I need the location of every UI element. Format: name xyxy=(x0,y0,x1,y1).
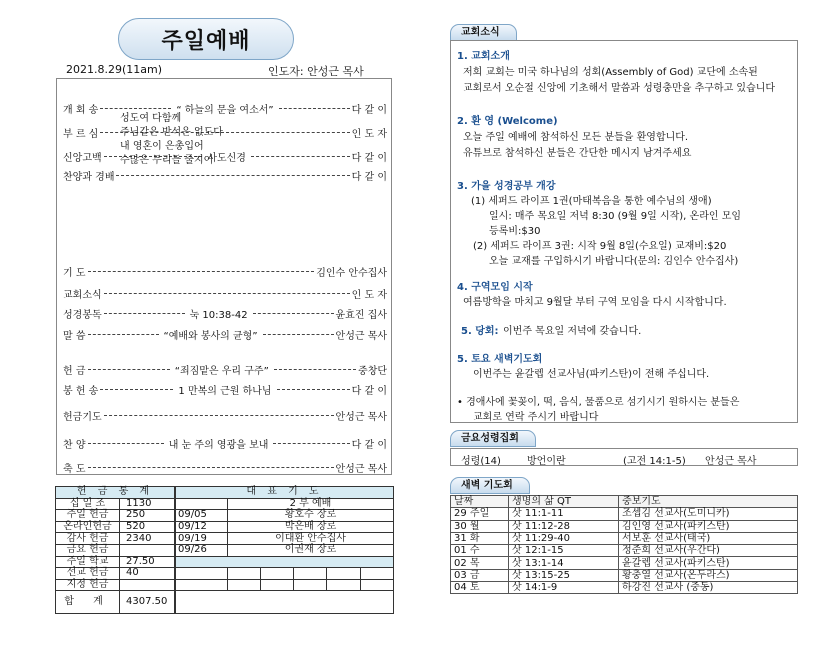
news-text: 유튜브로 참석하신 분들은 간단한 메시지 남겨주세요 xyxy=(463,148,692,159)
order-detail: “예배와 봉사의 균형” xyxy=(163,330,258,342)
praise-song: 내 영혼이 은총입어 xyxy=(120,141,204,152)
offering-value xyxy=(120,544,175,556)
order-leader: 다 같 이 xyxy=(351,152,387,164)
news-heading: 3. 가을 성경공부 개강 xyxy=(457,181,556,192)
prayer-name: 이권재 장로 xyxy=(228,544,394,556)
order-row xyxy=(63,286,387,300)
order-label: 부 르 심 xyxy=(63,128,99,140)
dawn-qt: 삿 11:29-40 xyxy=(509,532,619,544)
order-detail: 눅 10:38-42 xyxy=(189,309,248,321)
prayer-name: 이대환 안수집사 xyxy=(228,533,394,545)
table-row xyxy=(56,556,175,568)
dawn-day: 30 월 xyxy=(451,520,509,532)
table-row xyxy=(451,508,798,520)
dawn-intercession: 조셉김 선교사(도미니카) xyxy=(619,508,798,520)
order-label: 교회소식 xyxy=(63,289,102,301)
dawn-intercession: 서보훈 선교사(태국) xyxy=(619,532,798,544)
order-row xyxy=(63,168,387,182)
table-row xyxy=(451,545,798,557)
dawn-qt: 삿 11:1-11 xyxy=(509,508,619,520)
order-leader: 다 같 이 xyxy=(351,104,387,116)
dawn-day: 03 금 xyxy=(451,569,509,581)
offering-label: 십 일 조 xyxy=(56,498,120,510)
order-label: 축 도 xyxy=(63,463,86,475)
table-row xyxy=(451,569,798,581)
order-leader: 윤효진 집사 xyxy=(335,309,387,321)
table-row xyxy=(56,568,175,580)
offering-table xyxy=(55,486,175,614)
order-label: 개 회 송 xyxy=(63,104,99,116)
order-row xyxy=(63,460,387,474)
table-row xyxy=(56,591,175,614)
dawn-qt: 삿 12:1-15 xyxy=(509,545,619,557)
table-row xyxy=(451,557,798,569)
offering-total-value: 4307.50 xyxy=(120,591,175,614)
table-row xyxy=(176,544,394,556)
praise-song: 수많은 무리들 줄지어 xyxy=(120,155,214,166)
dawn-day: 01 수 xyxy=(451,545,509,557)
prayer-header: 대 표 기 도 xyxy=(176,487,394,499)
order-detail: 내 눈 주의 영광을 보내 xyxy=(168,439,269,451)
news-text: 교회로서 오순절 신앙에 기초해서 말씀과 성령충만을 추구하고 있습니다 xyxy=(463,83,776,94)
dawn-intercession: 정준희 선교사(우간다) xyxy=(619,545,798,557)
table-row xyxy=(56,533,175,545)
table-row xyxy=(451,520,798,532)
order-label: 성경봉독 xyxy=(63,309,102,321)
order-row xyxy=(63,327,387,341)
order-label: 찬양과 경배 xyxy=(63,171,115,183)
dawn-intercession: 김인영 선교사(파키스탄) xyxy=(619,520,798,532)
table-row xyxy=(176,510,394,522)
order-label: 헌금기도 xyxy=(63,411,102,423)
offering-label: 주일 학교 xyxy=(56,556,120,568)
order-label: 기 도 xyxy=(63,267,86,279)
dawn-tab: 새벽 기도회 xyxy=(450,477,530,494)
order-row xyxy=(63,264,387,278)
table-row xyxy=(56,579,175,591)
news-heading: 5. 토요 새벽기도회 xyxy=(457,354,543,365)
table-row xyxy=(176,498,394,510)
order-detail: “죄짐맡은 우리 구주” xyxy=(174,365,269,377)
order-leader: 안성근 목사 xyxy=(335,463,387,475)
order-label: 신앙고백 xyxy=(63,152,102,164)
news-text: 교회로 연락 주시기 바랍니다 xyxy=(473,412,599,423)
table-row xyxy=(176,521,394,533)
offering-label: 선교 헌금 xyxy=(56,568,120,580)
dawn-intercession: 윤갈렙 선교사(파키스탄) xyxy=(619,557,798,569)
praise-song: 성도여 다함께 xyxy=(120,113,182,124)
order-leader: 안성근 목사 xyxy=(335,411,387,423)
column-header: 생명의 삶 QT xyxy=(509,496,619,508)
news-text: 이번주 목요일 저녁에 갖습니다. xyxy=(503,326,642,337)
prayer-name: 박은배 장로 xyxy=(228,521,394,533)
column-header: 중보기도 xyxy=(619,496,798,508)
order-row xyxy=(63,436,387,450)
service-leader: 인도자: 안성근 목사 xyxy=(268,65,364,78)
news-text: 등록비:$30 xyxy=(489,226,541,237)
order-leader: 중창단 xyxy=(358,365,388,377)
order-label: 봉 헌 송 xyxy=(63,385,99,397)
order-label: 헌 금 xyxy=(63,365,86,377)
offering-value: 40 xyxy=(120,568,175,580)
offering-label: 감사 헌금 xyxy=(56,533,120,545)
dawn-day: 02 목 xyxy=(451,557,509,569)
dawn-intercession: 하강진 선교사 (중동) xyxy=(619,582,798,594)
friday-service xyxy=(450,448,798,466)
order-row xyxy=(63,101,387,115)
order-row xyxy=(63,382,387,396)
dawn-day: 04 토 xyxy=(451,582,509,594)
news-text: 이번주는 윤갈렙 선교사님(파키스탄)이 전해 주십니다. xyxy=(473,369,710,380)
news-text: (1) 세퍼드 라이프 1권(마태복음을 통한 예수님의 생애) xyxy=(471,196,712,207)
dawn-day: 29 주일 xyxy=(451,508,509,520)
offering-total-label: 합 계 xyxy=(56,591,120,614)
table-row xyxy=(56,498,175,510)
order-leader: 다 같 이 xyxy=(351,171,387,183)
offering-value xyxy=(120,579,175,591)
offering-value: 2340 xyxy=(120,533,175,545)
offering-value: 1130 xyxy=(120,498,175,510)
table-row xyxy=(56,544,175,556)
prayer-name: 황호수 장로 xyxy=(228,510,394,522)
dawn-qt: 삿 13:15-25 xyxy=(509,569,619,581)
news-text: 오늘 주일 예배에 참석하신 모든 분들을 환영합니다. xyxy=(463,132,689,143)
dawn-qt: 삿 11:12-28 xyxy=(509,520,619,532)
table-row xyxy=(451,582,798,594)
offering-label: 주일 헌금 xyxy=(56,510,120,522)
offering-value: 250 xyxy=(120,510,175,522)
order-row xyxy=(63,306,387,320)
prayer-table xyxy=(175,486,394,614)
page-title: 주일예배 xyxy=(118,18,294,60)
friday-tab: 금요성령집회 xyxy=(450,430,536,447)
order-leader: 김인수 안수집사 xyxy=(316,267,387,279)
order-of-worship xyxy=(56,78,392,475)
prayer-date: 09/26 xyxy=(176,544,228,556)
offering-label: 지정 헌금 xyxy=(56,579,120,591)
news-text: 여름방학을 마치고 9월달 부터 구역 모임을 다시 시작합니다. xyxy=(463,297,727,308)
offering-value: 27.50 xyxy=(120,556,175,568)
church-news xyxy=(450,40,798,423)
table-row xyxy=(176,591,394,614)
news-heading: 1. 교회소개 xyxy=(457,51,510,62)
table-row xyxy=(56,510,175,522)
table-row xyxy=(176,568,394,580)
news-text: (2) 세퍼드 라이프 3권: 시작 9월 8일(수요일) 교재비:$20 xyxy=(473,241,727,252)
table-row xyxy=(176,556,394,568)
dawn-day: 31 화 xyxy=(451,532,509,544)
order-leader: 다 같 이 xyxy=(351,385,387,397)
order-leader: 인 도 자 xyxy=(351,289,387,301)
dawn-prayer-table xyxy=(450,495,798,594)
order-row xyxy=(63,362,387,376)
news-tab: 교회소식 xyxy=(450,24,517,41)
friday-topic: 방언이란 xyxy=(527,456,566,467)
prayer-date: 09/12 xyxy=(176,521,228,533)
news-text: 저희 교회는 미국 하나님의 성회(Assembly of God) 교단에 소속된 xyxy=(463,67,758,78)
table-row xyxy=(176,579,394,591)
offering-value: 520 xyxy=(120,521,175,533)
column-header: 날짜 xyxy=(451,496,509,508)
offering-label: 금요 헌금 xyxy=(56,544,120,556)
order-leader: 다 같 이 xyxy=(351,439,387,451)
table-row xyxy=(451,532,798,544)
order-row xyxy=(63,408,387,422)
dawn-qt: 삿 13:1-14 xyxy=(509,557,619,569)
offering-label: 온라인헌금 xyxy=(56,521,120,533)
news-text: 일시: 매주 목요일 저녁 8:30 (9월 9일 시작), 온라인 모임 xyxy=(489,211,742,222)
order-label: 찬 양 xyxy=(63,439,86,451)
news-text: 오늘 교재를 구입하시기 바랍니다(문의: 김인수 안수집사) xyxy=(489,256,739,267)
table-header-row xyxy=(451,496,798,508)
dawn-qt: 삿 14:1-9 xyxy=(509,582,619,594)
order-detail: 사도신경 xyxy=(207,152,246,164)
news-heading: 5. 당회: xyxy=(461,326,499,337)
praise-song-list xyxy=(120,112,223,168)
news-heading: 2. 환 영 (Welcome) xyxy=(457,116,558,127)
table-row xyxy=(56,521,175,533)
service-date: 2021.8.29(11am) xyxy=(66,63,163,76)
prayer-service: 2 부 예배 xyxy=(228,498,394,510)
dawn-intercession: 황충열 선교사(온두라스) xyxy=(619,569,798,581)
order-detail: “ 하늘의 문을 여소서” xyxy=(176,104,274,116)
order-leader: 인 도 자 xyxy=(351,128,387,140)
friday-hymn: 성령(14) xyxy=(461,456,501,467)
order-row xyxy=(63,125,387,139)
order-leader: 안성근 목사 xyxy=(335,330,388,342)
prayer-date: 09/05 xyxy=(176,510,228,522)
offering-header: 헌 금 통 계 xyxy=(56,487,175,499)
table-row xyxy=(176,533,394,545)
order-row xyxy=(63,149,387,163)
news-heading: 4. 구역모임 시작 xyxy=(457,282,533,293)
friday-verse: (고전 14:1-5) xyxy=(623,456,686,467)
order-label: 말 씀 xyxy=(63,330,86,342)
prayer-date: 09/19 xyxy=(176,533,228,545)
order-detail: 1 만복의 근원 하나님 xyxy=(178,385,272,397)
praise-song: 주님같은 반석은 없도다 xyxy=(120,127,223,138)
friday-speaker: 안성근 목사 xyxy=(705,456,757,467)
news-text: • 경애사에 꽃꽂이, 떡, 음식, 물품으로 섬기시기 원하시는 분들은 xyxy=(457,397,740,408)
